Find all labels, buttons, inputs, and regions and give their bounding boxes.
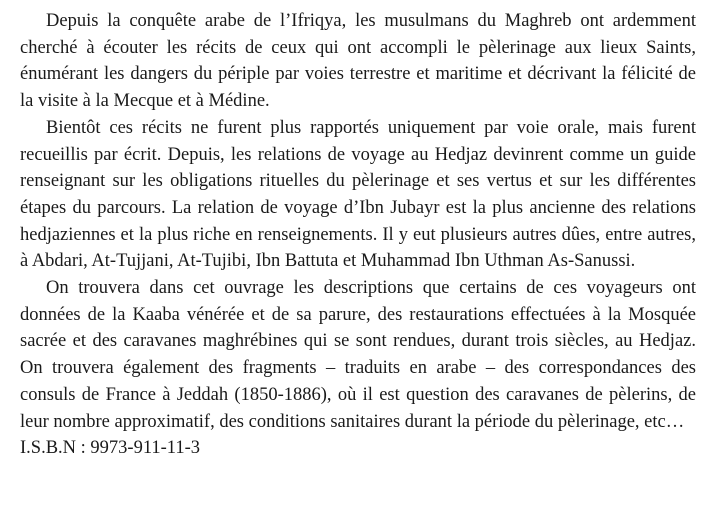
paragraph-book-contents: On trouvera dans cet ouvrage les descriptions que certains de ces voyageurs ont données de la Kaaba vénérée et de sa parure, des restaurations effectuées à la Mosquée sacrée et des caravanes maghrébines qui se sont rendues, durant trois siècles, au Hedjaz. On trouvera également des fragments – traduits en arabe – des correspondances des consuls de France à Jeddah (1850-1886), où il est question des caravanes de pèlerins, de leur nombre approximatif, des conditions sanitaires durant la période du pèlerinage, etc…: [20, 278, 696, 432]
isbn-line: I.S.B.N : 9973-911-11-3: [20, 438, 201, 459]
paragraph-conquest: Depuis la conquête arabe de l’Ifriqya, les musulmans du Maghreb ont ardemment cherché à écouter les récits de ceux qui ont accompli le pèlerinage aux lieux Saints, énumérant les dangers du périple par voies terrestre et maritime et décrivant la félicité de la visite à la Mecque et à Médine.: [20, 11, 696, 112]
document-body: [20, 8, 696, 462]
paragraph-written-accounts: Bientôt ces récits ne furent plus rapportés uniquement par voie orale, mais furent recueillis par écrit. Depuis, les relations de voyage au Hedjaz devinrent comme un guide renseignant sur les obligations rituelles du pèlerinage et ses vertus et sur les différentes étapes du parcours. La relation de voyage d’Ibn Jubayr est la plus ancienne des relations hedjaziennes et la plus riche en renseignements. Il y eut plusieurs autres dûes, entre autres, à Abdari, At-Tujjani, At-Tujibi, Ibn Battuta et Muhammad Ibn Uthman As-Sanussi.: [20, 117, 696, 272]
